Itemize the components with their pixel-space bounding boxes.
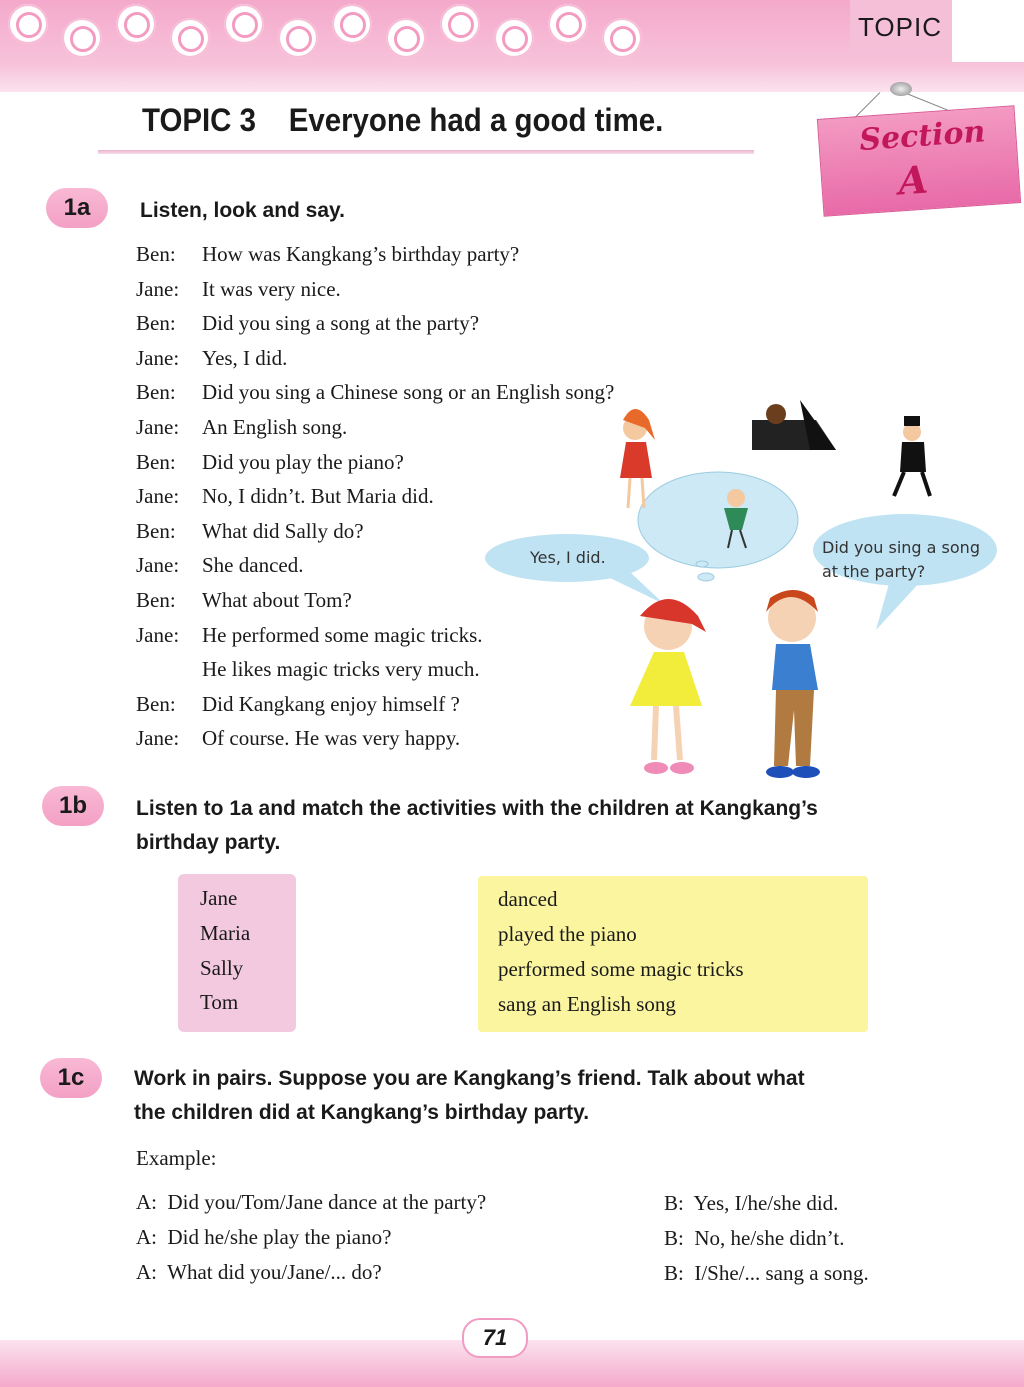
bubble-text-boy-1: Did you sing a song [822, 538, 980, 557]
bubble-text-boy-2: at the party? [822, 562, 926, 581]
boy-shoe [766, 766, 794, 778]
name-item: Sally [200, 956, 244, 980]
boy-pants [774, 690, 814, 766]
circle-icon [386, 18, 426, 58]
instruction-1b-line2: birthday party. [136, 831, 281, 854]
speaker: Jane: [136, 553, 180, 578]
activity-item: performed some magic tricks [498, 957, 744, 981]
magician-hat [904, 416, 920, 426]
instruction-1c-line2: the children did at Kangkang’s birthday party. [134, 1101, 590, 1124]
speaker: Ben: [136, 587, 176, 612]
circle-icon [8, 4, 48, 44]
activity-item: danced [498, 887, 558, 911]
activity-item: played the piano [498, 922, 637, 946]
speaker: Ben: [136, 518, 176, 543]
girl-leg [628, 478, 630, 508]
line-text: Yes, I did. [202, 345, 288, 370]
line-text: He performed some magic tricks. [202, 622, 483, 647]
activity-item: sang an English song [498, 992, 676, 1016]
circle-icon [62, 18, 102, 58]
instruction-1c-line1: Work in pairs. Suppose you are Kangkang’s friend. Talk about what [134, 1067, 805, 1090]
line-text: How was Kangkang’s birthday party? [202, 242, 520, 266]
party-illustration [480, 390, 1010, 790]
decorative-circles [8, 4, 642, 58]
name-item: Tom [200, 990, 239, 1014]
thought-dot [696, 561, 708, 567]
speech-tail [610, 572, 664, 604]
thought-dot [698, 573, 714, 581]
circle-icon [224, 4, 264, 44]
topic-tab: TOPIC [850, 0, 952, 54]
badge-1a: 1a [46, 188, 108, 228]
pianist-head [766, 404, 786, 424]
circle-icon [278, 18, 318, 58]
line-text: He likes magic tricks very much. [202, 657, 480, 682]
line-text: Did Kangkang enjoy himself ? [202, 691, 460, 716]
name-item: Jane [200, 886, 238, 910]
badge-1c: 1c [40, 1058, 102, 1098]
line-text: It was very nice. [202, 276, 341, 301]
dialogue-line [136, 311, 614, 346]
circle-icon [116, 4, 156, 44]
girl-leg [676, 706, 680, 760]
speaker [136, 657, 202, 692]
badge-1b: 1b [42, 786, 104, 826]
instruction-1b-line1: Listen to 1a and match the activities with the children at Kangkang’s [136, 797, 818, 820]
magician-leg [894, 472, 904, 496]
dancer-head [727, 489, 745, 507]
magician-body [900, 442, 926, 472]
bubble-text-girl: Yes, I did. [530, 548, 606, 567]
girl-leg [654, 706, 656, 760]
girl-dress [630, 652, 702, 706]
section-tag [817, 105, 1021, 217]
circle-icon [332, 4, 372, 44]
line-text: Did you play the piano? [202, 449, 404, 474]
speaker: Jane: [136, 345, 180, 370]
line-text: An English song. [202, 414, 348, 439]
thought-bubble [638, 472, 798, 568]
title-underline [98, 150, 754, 154]
example-left: A: Did he/she play the piano? [136, 1225, 392, 1249]
example-right: B: No, he/she didn’t. [664, 1226, 845, 1250]
example-left: A: What did you/Jane/... do? [136, 1260, 382, 1284]
line-text: She danced. [202, 553, 304, 578]
speaker: Ben: [136, 380, 176, 405]
section-letter: A [896, 156, 930, 204]
circle-icon [602, 18, 642, 58]
line-text: No, I didn’t. But Maria did. [202, 484, 434, 509]
magician-leg [922, 472, 930, 496]
speaker: Ben: [136, 242, 176, 266]
example-label: Example: [136, 1146, 217, 1170]
speaker: Jane: [136, 484, 180, 509]
speaker: Ben: [136, 691, 176, 716]
speaker: Jane: [136, 276, 180, 301]
boy-shirt [772, 644, 818, 690]
girl-shoe [644, 762, 668, 774]
dialogue-line [136, 346, 614, 381]
example-left: A: Did you/Tom/Jane dance at the party? [136, 1190, 487, 1214]
page-number: 71 [462, 1318, 528, 1358]
line-text: Did you sing a Chinese song or an English song? [202, 380, 615, 405]
speaker: Jane: [136, 726, 180, 751]
line-text: What did Sally do? [202, 518, 364, 543]
name-item: Maria [200, 921, 251, 945]
girl-dress [620, 442, 652, 478]
speech-tail [876, 580, 920, 630]
circle-icon [170, 18, 210, 58]
section-word: Section [858, 114, 987, 159]
line-text: Of course. He was very happy. [202, 726, 461, 751]
corner-blank [952, 0, 1024, 62]
dialogue-line [136, 277, 614, 312]
girl-shoe [670, 762, 694, 774]
circle-icon [494, 18, 534, 58]
line-text: What about Tom? [202, 587, 352, 612]
speaker: Jane: [136, 414, 180, 439]
boy-shoe [792, 766, 820, 778]
speaker: Ben: [136, 449, 176, 474]
speaker: Jane: [136, 622, 180, 647]
line-text: Did you sing a song at the party? [202, 311, 480, 336]
dialogue-line [136, 242, 614, 277]
girl-leg [642, 478, 644, 508]
page-title: TOPIC 3 Everyone had a good time. [142, 102, 664, 138]
instruction-1a: Listen, look and say. [140, 199, 345, 222]
pin-icon [890, 82, 912, 96]
circle-icon [548, 4, 588, 44]
speaker: Ben: [136, 311, 176, 336]
example-right: B: Yes, I/he/she did. [664, 1191, 839, 1215]
circle-icon [440, 4, 480, 44]
example-right: B: I/She/... sang a song. [664, 1261, 869, 1285]
